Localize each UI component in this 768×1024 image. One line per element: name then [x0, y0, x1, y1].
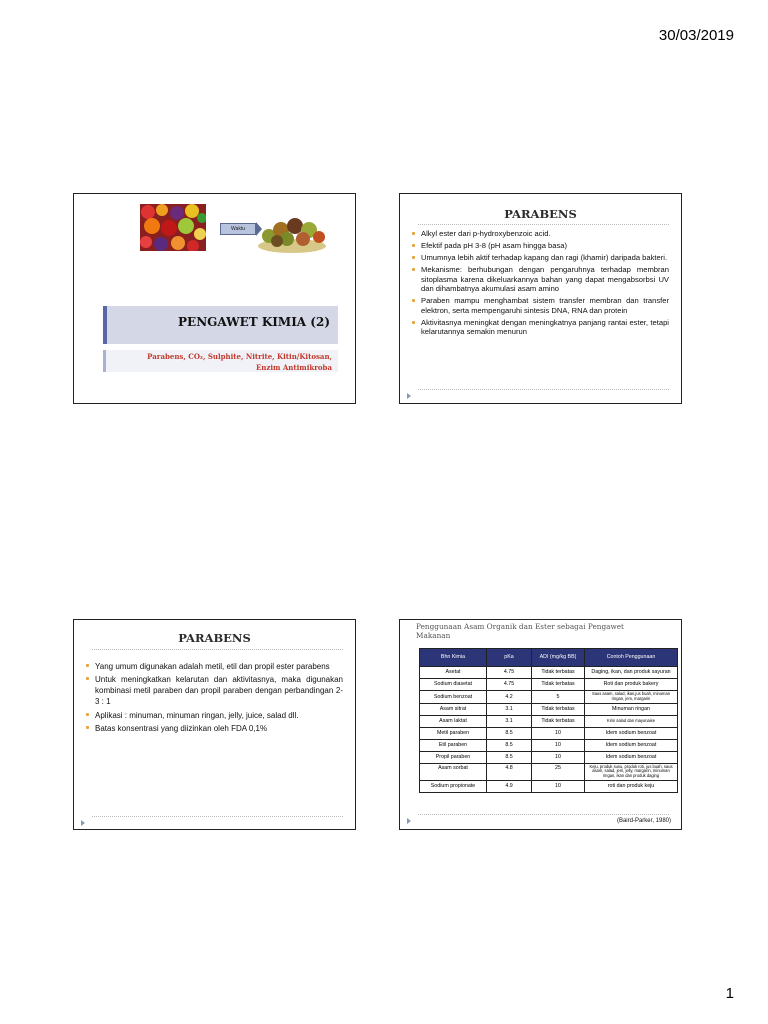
slide-4-table: [399, 619, 682, 830]
bullet-item: Untuk meningkatkan kelarutan dan aktivitasnya, maka digunakan kombinasi metil paraben dan propil paraben dengan perbandingan 2-3 : 1: [84, 674, 343, 707]
table-cell: Saus asam, salad, ikan,jus buah, minuman ringan, jem, margarin: [585, 691, 678, 704]
table-cell: Sodium benzoat: [420, 691, 487, 704]
bullet-item: Batas konsentrasi yang diizinkan oleh FDA 0,1%: [84, 723, 343, 734]
table-row: [420, 739, 678, 751]
table-cell: Metil paraben: [420, 727, 487, 739]
slide-1-subtitle-line-1: Parabens, CO₂, Sulphite, Nitrite, Kitin/Kitosan,: [147, 352, 332, 361]
bullet-item: Efektif pada pH 3-8 (pH asam hingga basa): [410, 241, 669, 251]
table-cell: Etil paraben: [420, 739, 487, 751]
table-cell: Tidak terbatas: [532, 679, 585, 691]
table-cell: Asam sitrat: [420, 703, 487, 715]
table-row: [420, 691, 678, 704]
table-cell: 8.5: [487, 751, 532, 763]
bullet-item: Paraben mampu menghambat sistem transfer membran dan transfer elektron, serta mempengaruhi sintesis DNA, RNA dan protein: [410, 296, 669, 315]
table-row: [420, 751, 678, 763]
table-cell: 10: [532, 727, 585, 739]
table-source-citation: (Baird-Parker, 1980): [616, 818, 671, 824]
slide-2-bullet-list: [410, 229, 669, 339]
divider: [92, 816, 343, 817]
table-cell: Asetat: [420, 667, 487, 679]
slide-4-title: Penggunaan Asam Organik dan Ester sebagai Pengawet Makanan: [416, 622, 624, 640]
divider: [418, 389, 669, 390]
table-cell: Minuman ringan: [585, 703, 678, 715]
slide-3-parabens: [73, 619, 356, 830]
table-row: [420, 667, 678, 679]
bullet-item: Aktivitasnya meningkat dengan meningkatnya panjang rantai ester, tetapi kelarutannya semakin menurun: [410, 318, 669, 337]
bullet-item: Yang umum digunakan adalah metil, etil dan propil ester parabens: [84, 661, 343, 672]
column-header: Bhn Kimia: [420, 649, 487, 667]
slide-3-title: PARABENS: [178, 631, 251, 645]
table-cell: Tidak terbatas: [532, 667, 585, 679]
slide-arrow-icon: [81, 820, 85, 826]
table-row: [420, 780, 678, 792]
table-cell: Sodium propionate: [420, 780, 487, 792]
table-cell: 5: [532, 691, 585, 704]
table-cell: Tidak terbatas: [532, 715, 585, 727]
table-cell: Roti dan produk bakery: [585, 679, 678, 691]
table-cell: 8.5: [487, 727, 532, 739]
table-cell: 4.9: [487, 780, 532, 792]
table-cell: Sodium diasetat: [420, 679, 487, 691]
slide-1-title-bar: [103, 306, 338, 344]
table-cell: Kirin salad dan mayonaise: [585, 715, 678, 727]
table-cell: 4.75: [487, 667, 532, 679]
table-cell: Asam laktat: [420, 715, 487, 727]
fruit-pile-image: [140, 204, 206, 251]
slide-1-title: [73, 193, 356, 404]
table-cell: 4.2: [487, 691, 532, 704]
table-cell: 4.75: [487, 679, 532, 691]
fruit-bowl-image: [257, 208, 327, 254]
page-number: 1: [725, 985, 734, 1002]
table-cell: Propil paraben: [420, 751, 487, 763]
table-cell: 10: [532, 739, 585, 751]
waktu-arrow-label: Waktu: [220, 223, 256, 235]
table-cell: 3.1: [487, 715, 532, 727]
table-cell: Daging, ikan, dan produk sayuran: [585, 667, 678, 679]
column-header: ADI (mg/kg BB): [532, 649, 585, 667]
table-cell: Idem sodium benzoat: [585, 739, 678, 751]
bullet-item: Mekanisme: berhubungan dengan pengaruhnya terhadap membran sitoplasma karena dikeluarkannya bahan yang dapat mengabsorbsi UV dan dihambatnya akumulasi asam amino: [410, 265, 669, 294]
slide-arrow-icon: [407, 393, 411, 399]
bullet-item: Alkyl ester dari p-hydroxybenzoic acid.: [410, 229, 669, 239]
table-cell: 8.5: [487, 739, 532, 751]
slide-1-subtitle-line-2: Enzim Antimikroba: [255, 363, 332, 372]
slide-1-title: PENGAWET KIMIA (2): [178, 315, 330, 329]
slide-1-subtitle-bar: [103, 350, 338, 372]
divider: [418, 814, 669, 815]
table-cell: roti dan produk keju: [585, 780, 678, 792]
table-cell: Idem sodium benzoat: [585, 727, 678, 739]
table-cell: Keju, produk susu, produk roti, jus buah, saus asam, salad, jem, jelly, margarin, minuman ringan, ikan dan produk daging: [585, 763, 678, 780]
table-row: [420, 727, 678, 739]
table-header-row: [420, 649, 678, 667]
table-row: [420, 715, 678, 727]
bullet-item: Umumnya lebih aktif terhadap kapang dan ragi (khamir) daripada bakteri.: [410, 253, 669, 263]
organic-acid-table: [419, 648, 678, 793]
table-cell: Tidak terbatas: [532, 703, 585, 715]
table-cell: 3.1: [487, 703, 532, 715]
slide-arrow-icon: [407, 818, 411, 824]
column-header: pKa: [487, 649, 532, 667]
table-cell: 4.8: [487, 763, 532, 780]
table-cell: 25: [532, 763, 585, 780]
table-cell: 10: [532, 780, 585, 792]
table-row: [420, 679, 678, 691]
slide-2-parabens: [399, 193, 682, 404]
divider: [92, 649, 343, 650]
divider: [418, 224, 669, 225]
table-row: [420, 763, 678, 780]
column-header: Contoh Penggunaan: [585, 649, 678, 667]
table-cell: 10: [532, 751, 585, 763]
table-row: [420, 703, 678, 715]
slide-2-title: PARABENS: [504, 207, 577, 221]
table-cell: Asam sorbat: [420, 763, 487, 780]
table-cell: Idem sodium benzoat: [585, 751, 678, 763]
page-date: 30/03/2019: [658, 27, 734, 44]
bullet-item: Aplikasi : minuman, minuman ringan, jelly, juice, salad dll.: [84, 710, 343, 721]
slide-3-bullet-list: [84, 661, 343, 737]
